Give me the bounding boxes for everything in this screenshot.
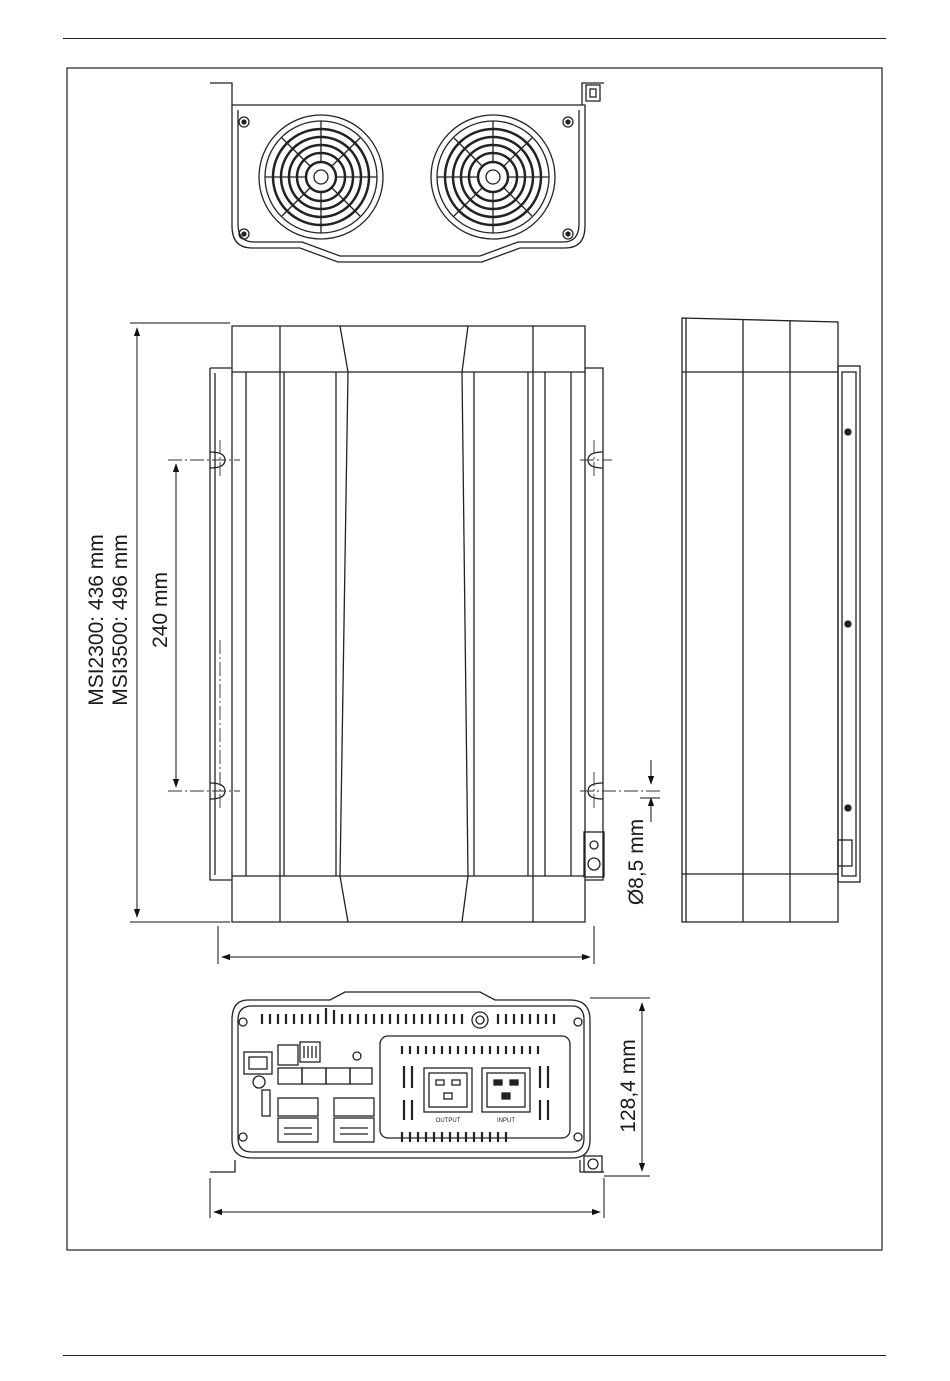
spacing-label: 240 mm: [149, 572, 172, 648]
main-top-view: [210, 326, 604, 922]
fan-icon: [431, 115, 555, 239]
connection-panel-view: [210, 992, 604, 1172]
side-view: [682, 318, 860, 922]
length-label-msi2300: MSI2300: 436 mm: [85, 534, 108, 706]
height-label: 128,4 mm: [617, 1039, 640, 1133]
length-label-msi3500: MSI3500: 496 mm: [109, 534, 132, 706]
center-lines: [168, 440, 660, 810]
fan-icon: [259, 115, 383, 239]
output-label: OUTPUT: [435, 1118, 461, 1124]
input-label: INPUT: [497, 1118, 515, 1124]
fan-end-view: [210, 83, 604, 262]
hole-diameter-label: Ø8,5 mm: [625, 818, 648, 906]
